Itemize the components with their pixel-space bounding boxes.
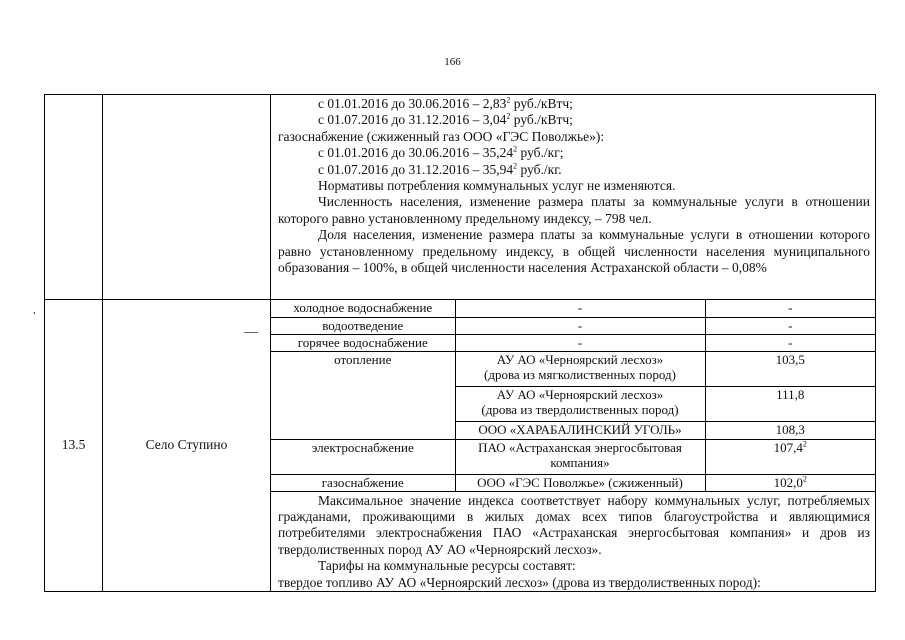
service-provider: - — [455, 317, 705, 334]
service-label: газоснабжение — [271, 474, 455, 491]
service-row — [271, 317, 875, 334]
notes-text — [271, 492, 875, 591]
text-paragraph: Доля населения, изменение размера платы за коммунальные услуги в отношении которого равно установленному предельному индексу, в общей численности населения муниципального образования – 100%, в общей численности населения Астраханской области – 0,08% — [278, 227, 870, 276]
service-index: 103,5 — [705, 351, 875, 386]
services-table — [271, 300, 875, 492]
tariff-table — [44, 94, 876, 592]
service-index: 107,4$^2$ — [705, 439, 875, 474]
service-row-heating — [271, 351, 875, 386]
service-index: - — [705, 317, 875, 334]
service-label: водоотведение — [271, 317, 455, 334]
continuation-text — [271, 95, 876, 300]
text-paragraph: Максимальное значение индекса соответствует набору коммунальных услуг, потребляемых гражданами, проживающими в жилых домах всех типов благоустройства и являющимися потребителями электроснабжения ПАО «Астраханская энергосбытовая компания» и дров из твердолиственных пород АУ АО «Черноярский лесхоз». — [278, 492, 870, 557]
page-number: 166 — [444, 56, 461, 68]
text-line: газоснабжение (сжиженный газ ООО «ГЭС Поволжье»): — [278, 128, 605, 144]
text-paragraph: Тарифы на коммунальные ресурсы составят: — [318, 558, 576, 574]
service-provider: АУ АО «Черноярский лесхоз» (дрова из твердолиственных пород) — [455, 386, 705, 421]
text-paragraph: Нормативы потребления коммунальных услуг не изменяются. — [318, 178, 676, 194]
service-index: - — [705, 334, 875, 351]
service-label: горячее водоснабжение — [271, 334, 455, 351]
service-index: 108,3 — [705, 421, 875, 439]
text-line: с 01.07.2016 до 31.12.2016 – 3,04$^2$ руб./кВтч; — [318, 111, 573, 128]
margin-mark: , — [33, 304, 36, 316]
service-label: холодное водоснабжение — [271, 300, 455, 317]
service-row — [271, 334, 875, 351]
service-row — [271, 474, 875, 491]
settlement-name: Село Ступино — [103, 300, 271, 592]
row-13-5 — [45, 300, 876, 592]
continuation-row — [45, 95, 876, 300]
continuation-name-cell — [103, 95, 271, 300]
service-row — [271, 300, 875, 317]
service-provider: ПАО «Астраханская энергосбытовая компания» — [455, 439, 705, 474]
text-line: с 01.01.2016 до 30.06.2016 – 2,83$^2$ руб./кВтч; — [318, 95, 573, 111]
text-line: с 01.07.2016 до 31.12.2016 – 35,94$^2$ руб./кг. — [318, 161, 562, 177]
service-label: электроснабжение — [271, 439, 455, 474]
text-line: твердое топливо АУ АО «Черноярский лесхоз» (дрова из твердолиственных пород): — [278, 574, 761, 590]
continuation-number-cell — [45, 95, 103, 300]
services-cell — [271, 300, 876, 592]
service-provider: АУ АО «Черноярский лесхоз» (дрова из мягколиственных пород) — [455, 351, 705, 386]
service-provider: - — [455, 300, 705, 317]
text-paragraph: Численность населения, изменение размера платы за коммунальные услуги в отношении которого равно установленному предельному индексу, – 798 чел. — [278, 194, 870, 226]
service-index: 111,8 — [705, 386, 875, 421]
service-row — [271, 439, 875, 474]
service-label: отопление — [271, 351, 455, 439]
row-number: 13.5 — [45, 300, 103, 592]
text-line: с 01.01.2016 до 30.06.2016 – 35,24$^2$ руб./кг; — [318, 144, 564, 161]
service-index: 102,0$^2$ — [705, 474, 875, 491]
service-index: - — [705, 300, 875, 317]
service-provider: ООО «ГЭС Поволжье» (сжиженный) — [455, 474, 705, 491]
service-provider: ООО «ХАРАБАЛИНСКИЙ УГОЛЬ» — [455, 421, 705, 439]
service-provider: - — [455, 334, 705, 351]
